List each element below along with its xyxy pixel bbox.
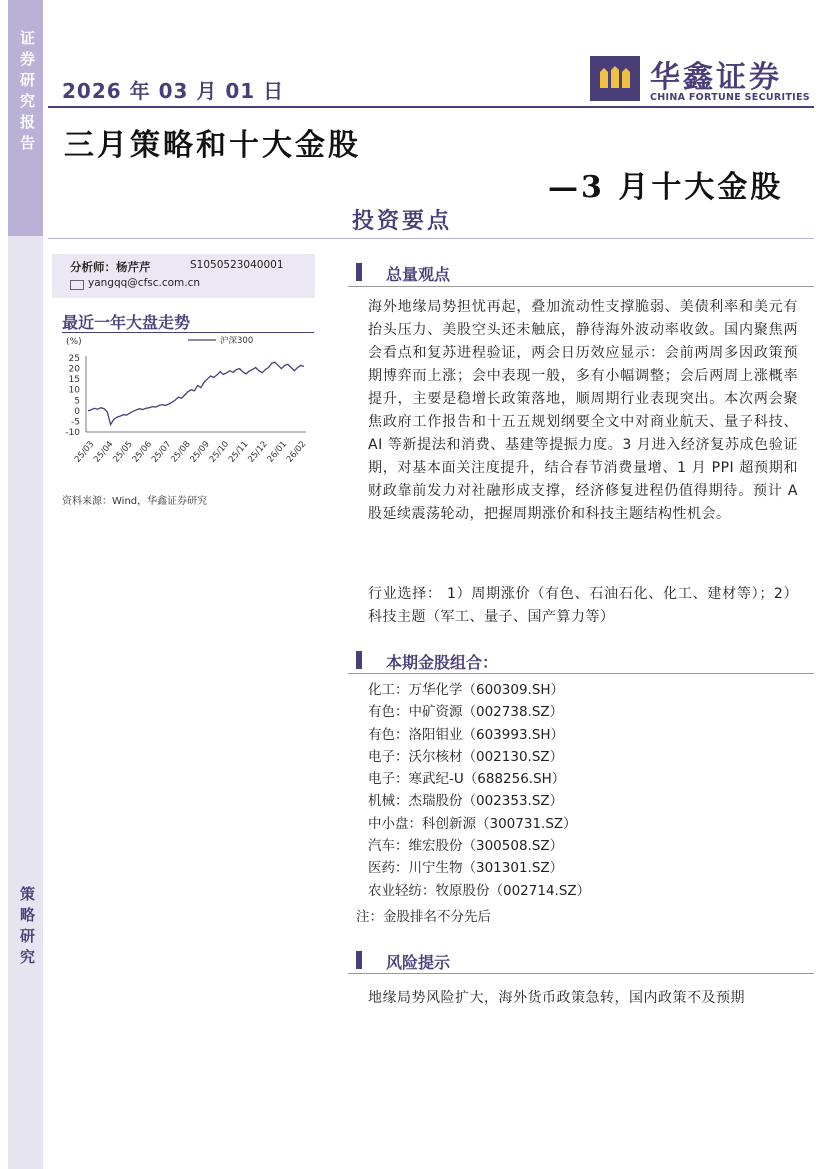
list-item: 有色：洛阳钼业（603993.SH） [368,726,565,743]
y-tick-label: 25 [68,354,80,364]
analyst-cert: S1050523040001 [190,259,284,271]
logo-chinese: 华鑫证券 [650,60,782,95]
y-tick-label: 5 [74,396,80,407]
header-rule [48,106,814,108]
y-tick-label: 10 [68,385,80,396]
x-tick-label: 25/07 [149,439,174,465]
portfolio-bar [356,651,362,669]
analyst-box [52,254,315,298]
y-tick-label: 15 [68,375,80,386]
y-tick-label: -5 [71,417,80,428]
x-tick-label: 25/11 [227,439,251,465]
title-line-2: —3 月十大金股 [548,170,784,205]
x-tick-label: 25/09 [188,439,212,465]
overview-bar [356,263,362,281]
list-item: 电子：沃尔核材（002130.SZ） [368,748,564,765]
chart-source: 资料来源：Wind，华鑫证券研究 [62,496,208,507]
index-chart [56,332,318,488]
risk-heading: 风险提示 [386,953,451,972]
analyst-name: 分析师：杨芹芹 [70,260,151,274]
series-line [88,362,304,424]
sidebar-top [8,0,43,236]
email-icon [70,280,84,290]
y-axis-label: (%) [66,337,82,347]
x-tick-label: 25/04 [92,439,116,465]
list-item: 医药：川宁生物（301301.SZ） [368,860,564,877]
title-line-1: 三月策略和十大金股 [64,128,361,163]
risk-bar [356,951,362,969]
sidebar-top-label: 证券研究报告 [18,30,36,156]
analyst-email[interactable]: yangqq@cfsc.com.cn [88,277,201,289]
section-title: 投资要点 [352,208,453,234]
risk-paragraph: 地缘局势风险扩大，海外货币政策急转，国内政策不及预期 [368,990,745,1006]
portfolio-note: 注：金股排名不分先后 [356,909,491,925]
sidebar-bottom [8,236,43,1169]
overview-heading: 总量观点 [386,265,451,284]
overview-rule [348,286,814,287]
stock-list [368,679,590,902]
risk-rule [348,973,814,974]
industry-selection: 行业选择： 1）周期涨价（有色、石油石化、化工、建材等）；2）科技主题（军工、量子、国产算力等） [368,586,798,625]
section-rule [48,238,814,239]
x-tick-label: 26/01 [265,439,290,465]
y-tick-label: 0 [74,406,80,417]
list-item: 电子：寒武纪-U（688256.SH） [368,771,566,788]
x-tick-label: 25/03 [72,439,97,465]
x-tick-label: 25/06 [130,439,155,465]
report-date: 2026 年 03 月 01 日 [62,79,285,103]
y-tick-label: 20 [68,364,80,375]
x-tick-label: 25/10 [207,439,232,465]
list-item: 汽车：维宏股份（300508.SZ） [368,838,564,855]
x-tick-label: 25/12 [246,439,270,465]
list-item: 农业轻纺：牧原股份（002714.SZ） [368,882,591,899]
list-item: 机械：杰瑞股份（002353.SZ） [368,793,564,810]
overview-paragraph: 海外地缘局势担忧再起，叠加流动性支撑脆弱、美债利率和美元有抬头压力、美股空头还未触底，静待海外波动率收敛。国内聚焦两会看点和复苏进程验证，两会日历效应显示：会前两周多因政策预期博弈而上涨；会中表现一般，多有小幅调整；会后两周上涨概率提升，主要是稳增长政策落地，顺周期行业表现突出。本次两会聚焦政府工作报告和十五五规划纲要全文中对商业航天、量子科技、AI 等新提法和消费、基建等提振力度。3 月进入经济复苏成色验证期，对基本面关注度提升，结合春节消费量增、1 月 PPI 超预期和财政靠前发力对社融形成支撑，经济修复进程仍值得期待。预计 A 股延续震荡轮动，把握周期涨价和科技主题结构性机会。 [368,299,798,522]
portfolio-heading: 本期金股组合： [386,653,499,672]
list-item: 中小盘：科创新源（300731.SZ） [368,815,577,832]
x-tick-label: 25/05 [111,439,135,465]
portfolio-rule [348,673,814,674]
sidebar-bottom-label: 策略研究 [18,886,36,970]
chart-title: 最近一年大盘走势 [62,313,191,332]
list-item: 有色：中矿资源（002738.SZ） [368,704,564,721]
x-tick-label: 25/08 [169,439,193,465]
x-tick-label: 26/02 [284,439,309,465]
legend-label: 沪深300 [220,336,254,346]
list-item: 化工：万华化学（600309.SH） [368,682,565,698]
logo-mark [590,56,640,101]
y-tick-label: -10 [65,428,80,438]
logo-english: CHINA FORTUNE SECURITIES [650,92,810,103]
